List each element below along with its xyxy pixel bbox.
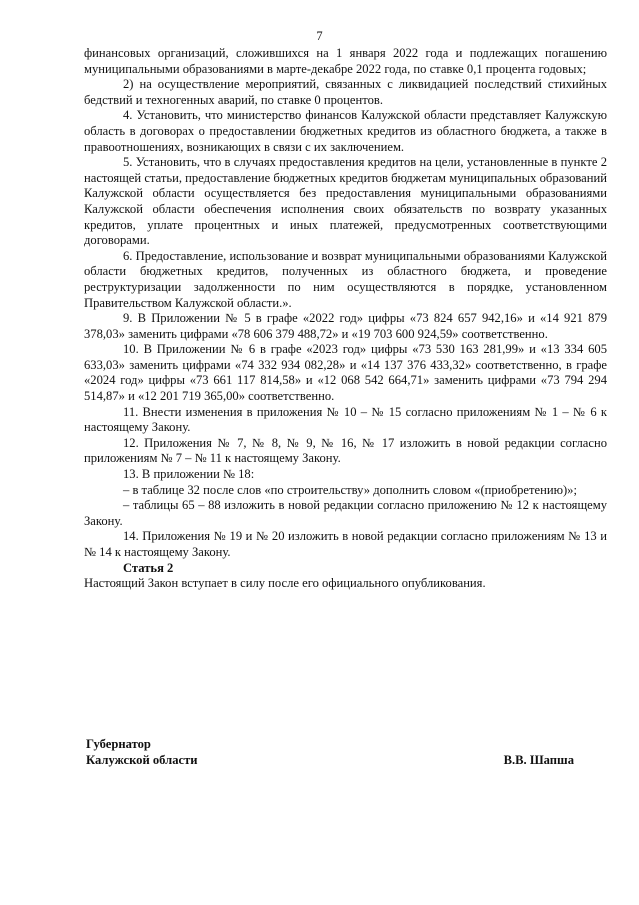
signature-name: В.В. Шапша [503,752,574,767]
paragraph-item-2: 2) на осуществление мероприятий, связанных с ликвидацией последствий стихийных бедствий и техногенных аварий, по ставке 0 процентов. [84,77,607,107]
paragraph-dash-1: – в таблице 32 после слов «по строительству» дополнить словом «(приобретению)»; [123,482,577,497]
article-heading: Статья 2 [123,560,174,575]
signature-title-line1: Губернатор [86,737,151,751]
paragraph-point-11: 11. Внести изменения в приложения № 10 – № 15 согласно приложениям № 1 – № 6 к настоящему Закону. [84,404,607,435]
page-number: 7 [316,29,323,43]
paragraph-point-12: 12. Приложения № 7, № 8, № 9, № 16, № 17 изложить в новой редакции согласно приложениям № 7 – № 11 к настоящему Закону. [84,435,607,466]
paragraph-point-5: 5. Установить, что в случаях предоставления кредитов на цели, установленные в пункте 2 настоящей статьи, предоставление бюджетных кредитов бюджетам муниципальных образований Калужской области осуществляется без предоставления муниципальными образованиями Калужской области обеспечения исполнения своих обязательств по возврату указанных кредитов, уплате процентных и иных платежей, предусмотренных соответствующими договорами. [84,155,607,248]
paragraph-dash-2: – таблицы 65 – 88 изложить в новой редакции согласно приложению № 12 к настоящему Закону. [84,498,607,528]
paragraph-point-6: 6. Предоставление, использование и возврат муниципальными образованиями Калужской области бюджетных кредитов, полученных из областного бюджета, и проведение реструктуризации задолженности по ним осуществляются в порядке, установленном Правительством Калужской области.». [84,248,607,310]
paragraph-point-9: 9. В Приложении № 5 в графе «2022 год» цифры «73 824 657 942,16» и «14 921 879 378,03» заменить цифрами «78 606 379 488,72» и «19 703 600 924,59» соответственно. [84,311,607,341]
signature-title-line2: Калужской области [86,752,198,767]
signature-block [86,737,574,768]
paragraph-point-10: 10. В Приложении № 6 в графе «2023 год» цифры «73 530 163 281,99» и «13 334 605 633,03» заменить цифрами «74 332 934 082,28» и «14 137 376 433,32» соответственно, в графе «2024 год» цифры «73 661 117 814,58» и «12 068 542 664,71» заменить цифрами «73 794 294 514,87» и «12 201 719 365,00» соответственно. [84,342,607,404]
document-body [84,46,607,592]
paragraph-point-4: 4. Установить, что министерство финансов Калужской области представляет Калужскую область в договорах о предоставлении бюджетных кредитов из областного бюджета, а также в правоотношениях, возникающих в связи с их заключением. [84,108,607,154]
paragraph-continuation: финансовых организаций, сложившихся на 1 января 2022 года и подлежащих погашению муниципальными образованиями в марте-декабре 2022 года, по ставке 0,1 процента годовых; [84,46,607,76]
paragraph-point-14: 14. Приложения № 19 и № 20 изложить в новой редакции согласно приложениям № 13 и № 14 к настоящему Закону. [84,529,607,559]
closing-paragraph: Настоящий Закон вступает в силу после его официального опубликования. [84,576,486,591]
paragraph-point-13: 13. В приложении № 18: [123,467,255,482]
